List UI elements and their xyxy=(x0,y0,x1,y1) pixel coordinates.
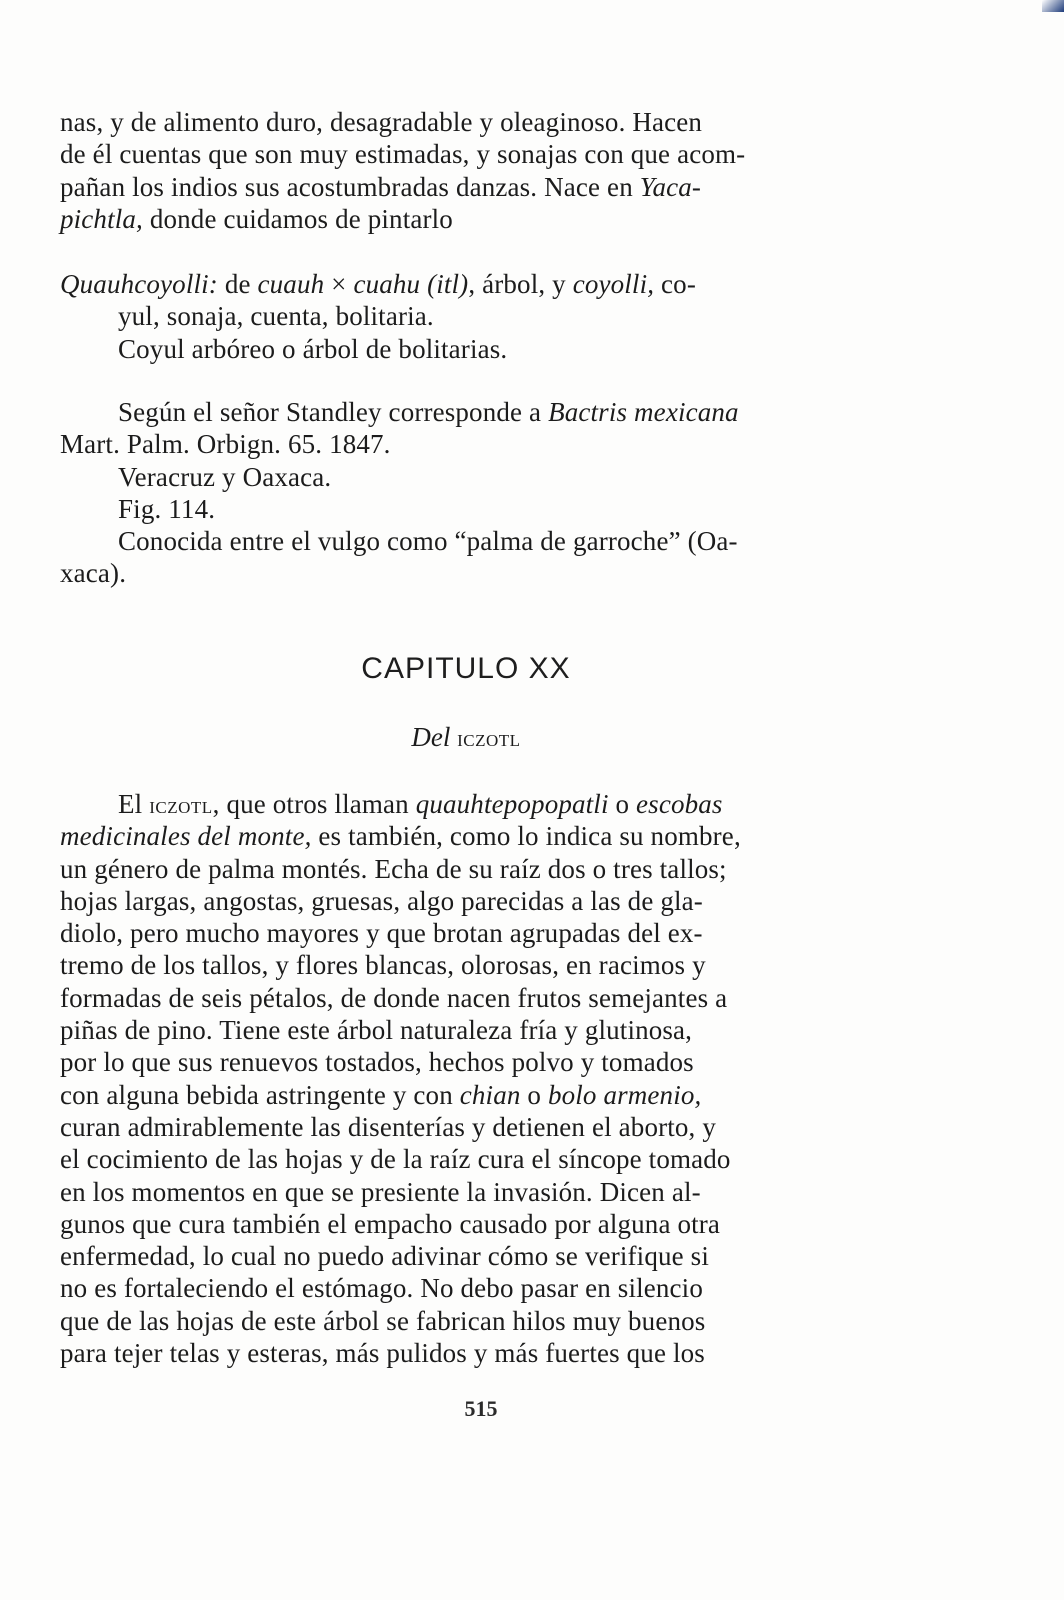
text-line: de él cuentas que son muy estimadas, y sonajas con que acom- xyxy=(60,139,746,170)
text-line: yul, sonaja, cuenta, bolitaria. xyxy=(118,301,434,332)
page-corner-edge xyxy=(1042,0,1064,12)
text-line: para tejer telas y esteras, más pulidos y más fuertes que los xyxy=(60,1338,705,1369)
text-line: enfermedad, lo cual no puedo adivinar cómo se verifique si xyxy=(60,1241,709,1272)
species-name: Bactris mexicana xyxy=(548,397,739,427)
text-line: nas, y de alimento duro, desagradable y oleaginoso. Hacen xyxy=(60,107,703,137)
text-line: no es fortaleciendo el estómago. No debo pasar en silencio xyxy=(60,1273,703,1304)
text-line: pañan los indios sus acostumbradas danzas. Nace en Yaca- xyxy=(60,171,702,202)
text-line: Veracruz y Oaxaca. xyxy=(118,461,332,492)
chapter-subtitle: Del iczotl xyxy=(411,722,521,752)
text-line: El iczotl, que otros llaman quauhtepopopatli o escobas xyxy=(118,789,723,819)
body-paragraph xyxy=(60,788,868,1369)
text-line: por lo que sus renuevos tostados, hechos polvo y tomados xyxy=(60,1047,694,1078)
text-line: con alguna bebida astringente y con chian o bolo armenio, xyxy=(60,1079,702,1110)
text-line: Mart. Palm. Orbign. 65. 1847. xyxy=(60,429,391,460)
text-line: xaca). xyxy=(60,558,127,589)
text-line: Fig. 114. xyxy=(118,493,216,524)
chapter-title: CAPITULO XX xyxy=(361,652,571,685)
text-line: pichtla, donde cuidamos de pintarlo xyxy=(60,203,453,234)
top-paragraph xyxy=(60,106,868,235)
text-line: que de las hojas de este árbol se fabrican hilos muy buenos xyxy=(60,1305,706,1336)
text-line: medicinales del monte, es también, como lo indica su nombre, xyxy=(60,821,741,852)
text-line: Conocida entre el vulgo como “palma de garroche” (Oa- xyxy=(118,526,738,557)
text-line: Quauhcoyolli: de cuauh × cuahu (itl), árbol, y coyolli, co- xyxy=(60,269,696,299)
text-line: un género de palma montés. Echa de su raíz dos o tres tallos; xyxy=(60,853,727,884)
entry-term: Quauhcoyolli: xyxy=(60,269,218,299)
text-line: curan admirablemente las disenterías y detienen el aborto, y xyxy=(60,1111,716,1142)
text-line: piñas de pino. Tiene este árbol naturaleza fría y glutinosa, xyxy=(60,1015,693,1046)
text-line: en los momentos en que se presiente la invasión. Dicen al- xyxy=(60,1176,701,1207)
text-line: hojas largas, angostas, gruesas, algo parecidas a las de gla- xyxy=(60,885,703,916)
editorial-note xyxy=(60,396,868,590)
place-name: Yaca- xyxy=(639,171,702,202)
text-line: Coyul arbóreo o árbol de bolitarias. xyxy=(118,333,508,364)
text-line: tremo de los tallos, y flores blancas, olorosas, en racimos y xyxy=(60,950,706,981)
etymology-entry xyxy=(60,268,868,365)
text-line: gunos que cura también el empacho causado por alguna otra xyxy=(60,1208,721,1239)
text-line: diolo, pero mucho mayores y que brotan agrupadas del ex- xyxy=(60,918,703,949)
text-line: el cocimiento de las hojas y de la raíz cura el síncope tomado xyxy=(60,1144,731,1175)
page-number: 515 xyxy=(464,1396,498,1421)
text-line: Según el señor Standley corresponde a Bactris mexicana xyxy=(118,397,739,427)
text-line: formadas de seis pétalos, de donde nacen frutos semejantes a xyxy=(60,982,728,1013)
